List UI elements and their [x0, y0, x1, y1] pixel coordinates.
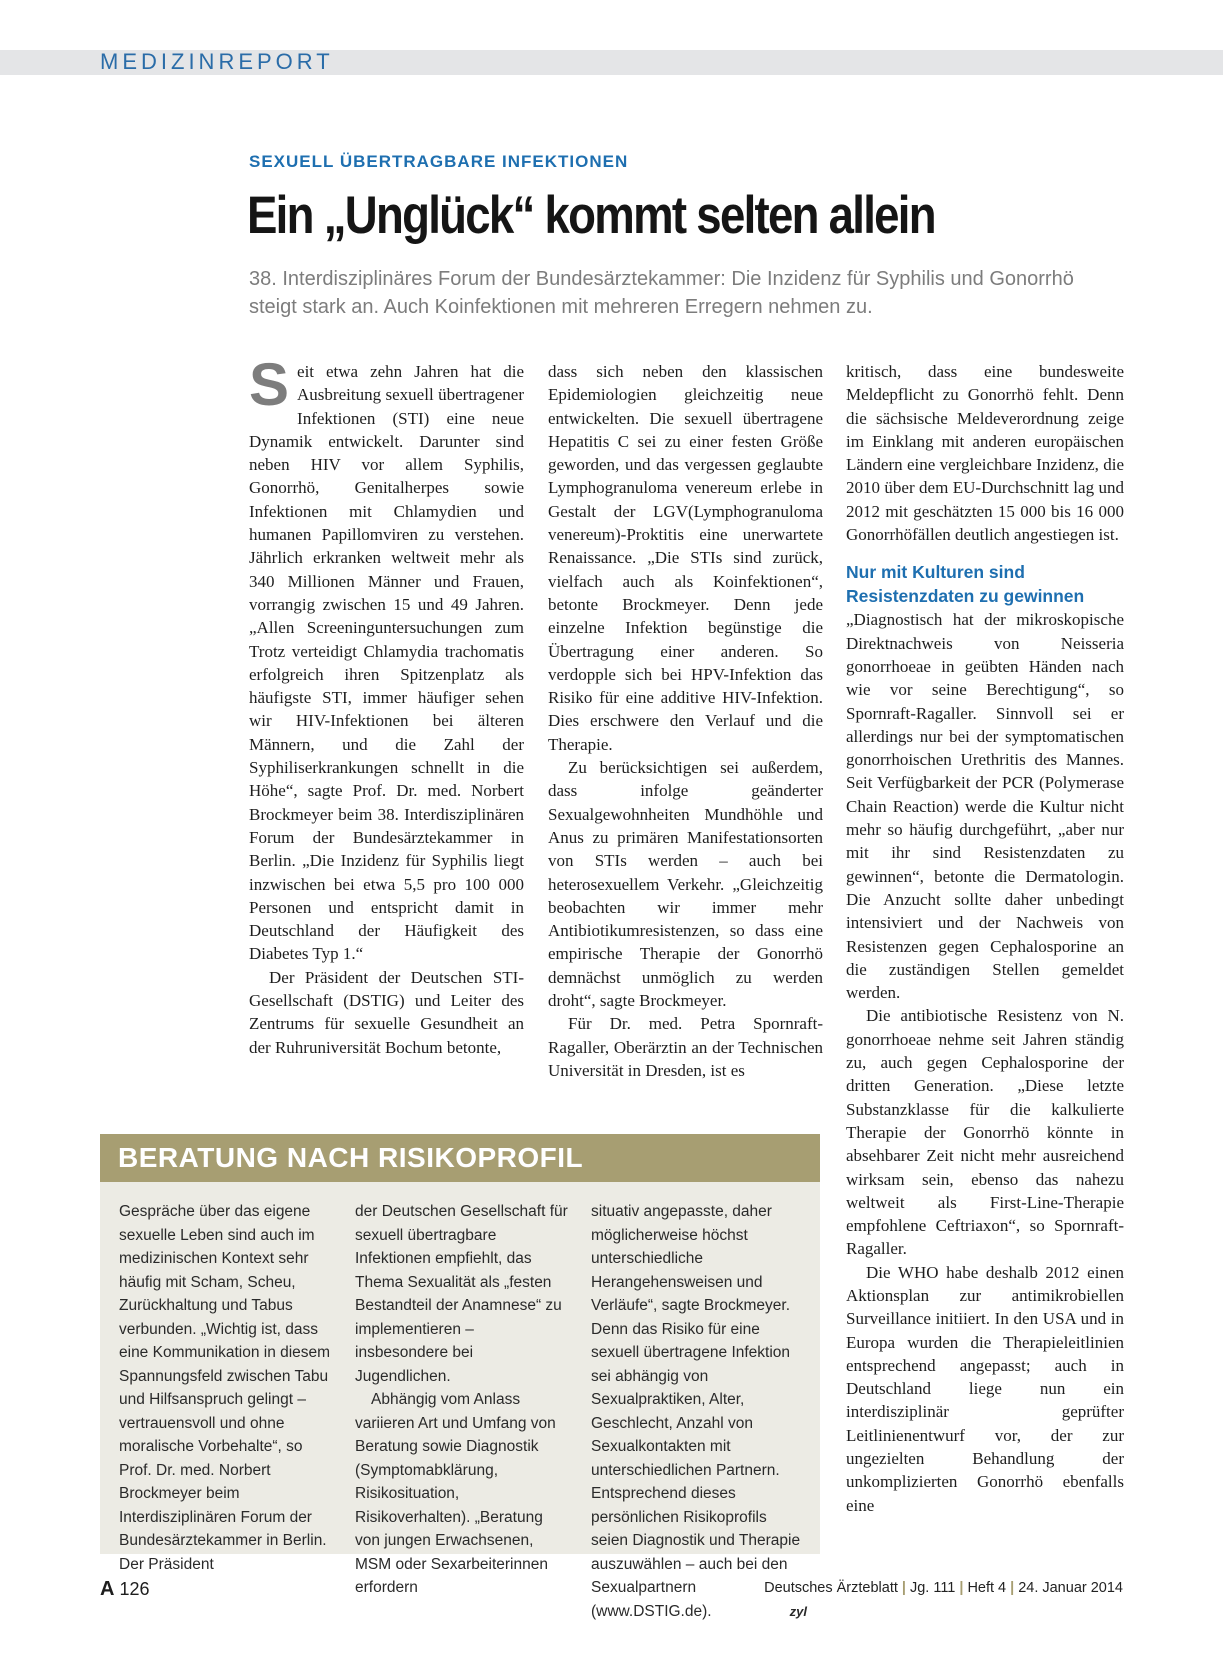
paragraph: Gespräche über das eigene sexuelle Leben sind auch im medizinischen Kontext sehr häufig mit Scham, Scheu, Zurückhaltung und Tabus verbunden. „Wichtig ist, dass eine Kommunikation in diesem Spannungsfeld zwischen Tabu und Hilfsanspruch gelingt – vertrauensvoll und ohne moralische Vorbehalte“, so Prof. Dr. med. Norbert Brockmeyer beim Interdisziplinären Forum der Bundesärztekammer in Berlin. Der Präsident — [119, 1203, 331, 1573]
separator: | — [901, 1580, 906, 1596]
section-label: MEDIZINREPORT — [100, 49, 334, 74]
paragraph: Die antibiotische Resistenz von N. gonorrhoeae nehme seit Jahren ständig zu, auch gegen Cephalosporine der dritten Generation. „Diese letzte Substanzklasse für die kalkulierte Therapie der Gonorrhö könnte in absehbarer Zeit nicht mehr ausreichend wirksam sein, ebenso das nahezu weltweit als First-Line-Therapie empfohlene Ceftriaxon“, so Spornraft-Ragaller. — [846, 1006, 1124, 1259]
info-box-column-1 — [119, 1200, 335, 1576]
journal-info — [764, 1580, 1123, 1596]
subheading: Nur mit Kulturen sind Resistenzdaten zu gewinnen — [846, 562, 1085, 607]
body-column-3 — [846, 360, 1124, 1550]
separator: | — [959, 1580, 964, 1596]
author-signature: zyl — [789, 1603, 807, 1619]
info-box-column-3 — [591, 1200, 807, 1623]
article-title: Ein „Unglück“ kommt selten allein — [247, 186, 935, 245]
journal-date: 24. Januar 2014 — [1018, 1580, 1123, 1596]
page-prefix: A — [100, 1578, 115, 1600]
separator: | — [1010, 1580, 1015, 1596]
journal-name: Deutsches Ärzteblatt — [764, 1580, 898, 1596]
dropcap: S — [249, 351, 290, 418]
article-subtitle: 38. Interdisziplinäres Forum der Bundesärztekammer: Die Inzidenz für Syphilis und Gonorrhö steigt stark an. Auch Koinfektionen mit mehreren Erregern nehmen zu. — [249, 268, 1074, 318]
paragraph: Die WHO habe deshalb 2012 einen Aktionsplan zur antimikrobiellen Surveillance initiiert. In den USA und in Europa wurden die Therapieleitlinien entsprechend angepasst; auch in Deutschland liege nun ein interdisziplinär geprüfter Leitlinienentwurf vor, der zur ungezielten Behandlung der unkomplizierten Gonorrhö ebenfalls eine — [846, 1262, 1124, 1515]
journal-volume: Jg. 111 — [909, 1580, 956, 1596]
info-box-title: BERATUNG NACH RISIKOPROFIL — [100, 1134, 820, 1182]
paragraph — [591, 1200, 807, 1623]
paragraph: Der Präsident der Deutschen STI-Gesellschaft (DSTIG) und Leiter des Zentrums für sexuelle Gesundheit an der Ruhruniversität Bochum betonte, — [249, 967, 524, 1057]
paragraph: Abhängig vom Anlass variieren Art und Umfang von Beratung sowie Diagnostik (Symptomabklärung, Risikosituation, Risikoverhalten). „Beratung von jungen Erwachsenen, MSM oder Sexarbeiterinnen erfordern — [355, 1391, 556, 1596]
page-number — [100, 1578, 150, 1601]
info-box-column-2 — [355, 1200, 571, 1600]
body-column-1 — [249, 351, 524, 1090]
article-kicker: SEXUELL ÜBERTRAGBARE INFEKTIONEN — [249, 152, 629, 171]
body-column-2 — [548, 360, 823, 1090]
paragraph: Für Dr. med. Petra Spornraft-Ragaller, Oberärztin an der Technischen Universität in Dresden, ist es — [548, 1014, 823, 1080]
journal-issue: Heft 4 — [967, 1580, 1007, 1596]
paragraph-text: eit etwa zehn Jahren hat die Ausbreitung sexuell übertragener Infektionen (STI) eine neue Dynamik entwickelt. Darunter sind neben HIV vor allem Syphilis, Gonorrhö, Genitalherpes sowie Infektionen mit Chlamydien und humanen Papillomviren zu verstehen. Jährlich erkranken weltweit mehr als 340 Millionen Männer und Frauen, vorrangig zwischen 15 und 49 Jahren. „Allen Screeninguntersuchungen zum Trotz verteidigt Chlamydia trachomatis erfolgreich ihren Spitzenplatz als häufigste STI, immer häufiger sehen wir HIV-Infektionen bei älteren Männern, und die Zahl der Syphiliserkrankungen schnellt in die Höhe“, sagte Prof. Dr. med. Norbert Brockmeyer beim 38. Interdisziplinären Forum der Bundesärztekammer in Berlin. „Die Inzidenz für Syphilis liegt inzwischen bei etwa 5,5 pro 100 000 Personen und entspricht damit in Deutschland der Häufigkeit des Diabetes Typ 1.“ — [249, 362, 524, 964]
paragraph: der Deutschen Gesellschaft für sexuell übertragbare Infektionen empfiehlt, das Thema Sexualität als „festen Bestandteil der Anamnese“ zu implementieren – insbesondere bei Jugendlichen. — [355, 1203, 568, 1385]
paragraph-text: situativ angepasste, daher möglicherweise höchst unterschiedliche Herangehensweisen und Verläufe“, sagte Brockmeyer. Denn das Risiko für eine sexuell übertragene Infektion sei abhängig von Sexualpraktiken, Alter, Geschlecht, Anzahl von Sexualkontakten mit unterschiedlichen Partnern. Entsprechend dieses persönlichen Risikoprofils seien Diagnostik und Therapie auszuwählen – auch bei den Sexualpartnern (www.DSTIG.de). — [591, 1203, 801, 1620]
paragraph: kritisch, dass eine bundesweite Meldepflicht zu Gonorrhö fehlt. Denn die sächsische Meldeverordnung zeige im Einklang mit anderen europäischen Ländern eine vergleichbare Inzidenz, die 2010 über dem EU-Durchschnitt lag und 2012 mit geschätzten 15 000 bis 16 000 Gonorrhöfällen deutlich angestiegen ist. — [846, 362, 1124, 545]
paragraph: „Diagnostisch hat der mikroskopische Direktnachweis von Neisseria gonorrhoeae in geübten Händen nach wie vor seine Berechtigung“, so Spornraft-Ragaller. Sinnvoll sei er allerdings nur bei der symptomatischen gonorrhoischen Urethritis des Mannes. Seit Verfügbarkeit der PCR (Polymerase Chain Reaction) werde die Kultur nicht mehr so häufig durchgeführt, „aber nur mit ihr sind Resistenzdaten zu gewinnen“, betonte die Dermatologin. Die Anzucht sollte daher unbedingt intensiviert und der Nachweis von Resistenzen gegen Cephalosporine an die zuständigen Stellen gemeldet werden. — [846, 610, 1124, 1003]
paragraph — [249, 351, 524, 966]
paragraph: dass sich neben den klassischen Epidemiologien gleichzeitig neue entwickelten. Die sexuell übertragene Hepatitis C sei zu einer festen Größe geworden, und das vergessen geglaubte Lymphogranuloma venereum erlebe in Gestalt der LGV(Lymphogranuloma venereum)-Proktitis eine unerwartete Renaissance. „Die STIs sind zurück, vielfach auch als Koinfektionen“, betonte Brockmeyer. Denn jede einzelne Infektion begünstige die Übertragung einer anderen. So verdopple sich bei HPV-Infektion das Risiko für eine additive HIV-Infektion. Dies erschwere den Verlauf und die Therapie. — [548, 362, 823, 754]
paragraph: Zu berücksichtigen sei außerdem, dass infolge geänderter Sexualgewohnheiten Mundhöhle und Anus zu primären Manifestationsorten von STIs werden – auch bei heterosexuellem Verkehr. „Gleichzeitig beobachten wir immer mehr Antibiotikumresistenzen, so dass eine empirische Therapie der Gonorrhö demnächst unmöglich zu werden droht“, sagte Brockmeyer. — [548, 758, 823, 1011]
page-number-value: 126 — [119, 1579, 150, 1599]
